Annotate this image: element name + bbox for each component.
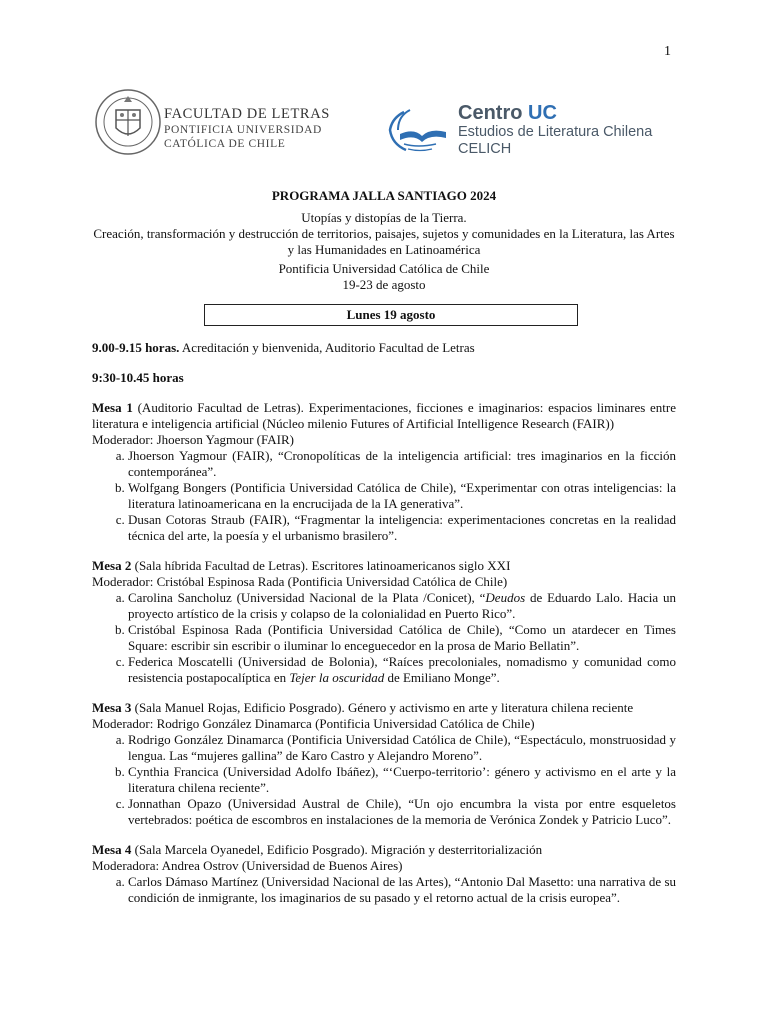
- opening-line: [92, 340, 676, 356]
- facultad-university-line: PONTIFICIA UNIVERSIDAD: [164, 124, 322, 136]
- mesa4-moderator: Moderadora: Andrea Ostrov (Universidad de Buenos Aires): [92, 858, 403, 873]
- item-text: de Eduardo Lalo. Hacia un proyecto artístico de la crisis y colapso de la colonialidad en Puerto Rico”.: [128, 590, 676, 621]
- facultad-name: FACULTAD DE LETRAS: [164, 106, 330, 122]
- item-text: Federica Moscatelli (Universidad de Bolonia), “Raíces precoloniales, nomadismo y comunidad como resistencia postapocalíptica en: [128, 654, 676, 685]
- centro-uc-title: [458, 102, 557, 125]
- open-book-icon: [386, 104, 454, 156]
- mesa2-list: [92, 590, 676, 686]
- opening-time: 9.00-9.15 horas.: [92, 340, 180, 355]
- facultad-letras-logo: [94, 84, 330, 164]
- list-item: a. Rodrigo González Dinamarca (Pontificia Universidad Católica de Chile), “Espectáculo, monstruosidad y lengua. Las “mujeres gallina” de Karo Castro y Alejandro Moreno”.: [128, 732, 676, 764]
- book-title: Tejer la oscuridad: [289, 670, 385, 685]
- mesa1-description: (Auditorio Facultad de Letras). Experimentaciones, ficciones e imaginarios: espacios liminares entre literatura e inteligencia artificial (Núcleo milenio Futures of Artificial Intelligence Research (FAIR)): [92, 400, 676, 431]
- mesa4-list: [92, 874, 676, 906]
- list-item: b. Cristóbal Espinosa Rada (Pontificia Universidad Católica de Chile), “Como un atardecer en Times Square: escribir sin escribir o iluminar lo enceguecedor en la prosa de Mario Bellatin”.: [128, 622, 676, 654]
- uc-crest-icon: [94, 84, 162, 160]
- uc-word: UC: [528, 102, 557, 124]
- centro-word: Centro: [458, 102, 523, 124]
- program-subtitle-1: Utopías y distopías de la Tierra.: [301, 210, 467, 225]
- schedule-body: [92, 340, 676, 906]
- facultad-university-line2: CATÓLICA DE CHILE: [164, 138, 286, 150]
- page-number: 1: [664, 44, 671, 59]
- mesa1-heading: [92, 400, 676, 432]
- list-item: b. Cynthia Francica (Universidad Adolfo Ibáñez), “‘Cuerpo-territorio’: género y activismo en el arte y la literatura chilena reciente”.: [128, 764, 676, 796]
- mesa2-moderator: Moderador: Cristóbal Espinosa Rada (Pontificia Universidad Católica de Chile): [92, 574, 508, 589]
- list-item: b. Wolfgang Bongers (Pontificia Universidad Católica de Chile), “Experimentar con otras inteligencias: la literatura latinoamericana en la encrucijada de la IA generativa”.: [128, 480, 676, 512]
- list-item: [128, 590, 676, 622]
- mesa2-label: Mesa 2: [92, 558, 132, 573]
- mesa3-moderator: Moderador: Rodrigo González Dinamarca (Pontificia Universidad Católica de Chile): [92, 716, 535, 731]
- mesa4-label: Mesa 4: [92, 842, 132, 857]
- mesa2-heading: [92, 558, 676, 574]
- item-text: Carolina Sancholuz (Universidad Nacional de la Plata /Conicet), “: [128, 590, 486, 605]
- mesa3-list: [92, 732, 676, 828]
- mesa1-list: [92, 448, 676, 544]
- list-item: [128, 654, 676, 686]
- book-title: Deudos: [485, 590, 526, 605]
- mesa1-moderator: Moderador: Jhoerson Yagmour (FAIR): [92, 432, 294, 447]
- list-item: a. Jhoerson Yagmour (FAIR), “Cronopolíticas de la inteligencia artificial: tres imaginarios en la ficción contemporánea”.: [128, 448, 676, 480]
- item-text: de Emiliano Monge”.: [384, 670, 500, 685]
- program-venue: Pontificia Universidad Católica de Chile: [278, 261, 490, 276]
- mesa3-description: (Sala Manuel Rojas, Edificio Posgrado). Género y activismo en arte y literatura chilena reciente: [131, 700, 634, 715]
- program-title: PROGRAMA JALLA SANTIAGO 2024: [271, 188, 497, 203]
- opening-text: Acreditación y bienvenida, Auditorio Facultad de Letras: [179, 340, 475, 355]
- block-time-label: 9:30-10.45 horas: [92, 370, 184, 385]
- program-dates: 19-23 de agosto: [342, 277, 426, 292]
- mesa3-label: Mesa 3: [92, 700, 132, 715]
- list-item: c. Jonnathan Opazo (Universidad Austral de Chile), “Un ojo encumbra la vista por entre esqueletos vertebrados: poética de escombros en instalaciones de la memoria de Verónica Zondek y Patricio Luco”.: [128, 796, 676, 828]
- mesa4-description: (Sala Marcela Oyanedel, Edificio Posgrado). Migración y desterritorialización: [131, 842, 543, 857]
- block-time: [92, 370, 676, 386]
- mesa3-heading: [92, 700, 676, 716]
- list-item: a. Carlos Dámaso Martínez (Universidad Nacional de las Artes), “Antonio Dal Masetto: una narrativa de su condición de inmigrante, los imaginarios de su pasado y el retorno actual de la crisis europea”.: [128, 874, 676, 906]
- list-item: c. Dusan Cotoras Straub (FAIR), “Fragmentar la inteligencia: experimentaciones concretas en la realidad técnica del arte, la poesía y el urbanismo brasilero”.: [128, 512, 676, 544]
- mesa4-heading: [92, 842, 676, 858]
- day-heading-box: Lunes 19 agosto: [204, 304, 578, 326]
- mesa2-description: (Sala híbrida Facultad de Letras). Escritores latinoamericanos siglo XXI: [131, 558, 511, 573]
- centro-acronym: CELICH: [458, 141, 512, 157]
- program-subtitle-2: Creación, transformación y destrucción de territorios, paisajes, sujetos y comunidades en la Literatura, las Artes y las Humanidades en Latinoamérica: [93, 226, 675, 257]
- celich-logo: [386, 100, 686, 160]
- mesa1-label: Mesa 1: [92, 400, 133, 415]
- centro-subtitle: Estudios de Literatura Chilena: [458, 124, 653, 140]
